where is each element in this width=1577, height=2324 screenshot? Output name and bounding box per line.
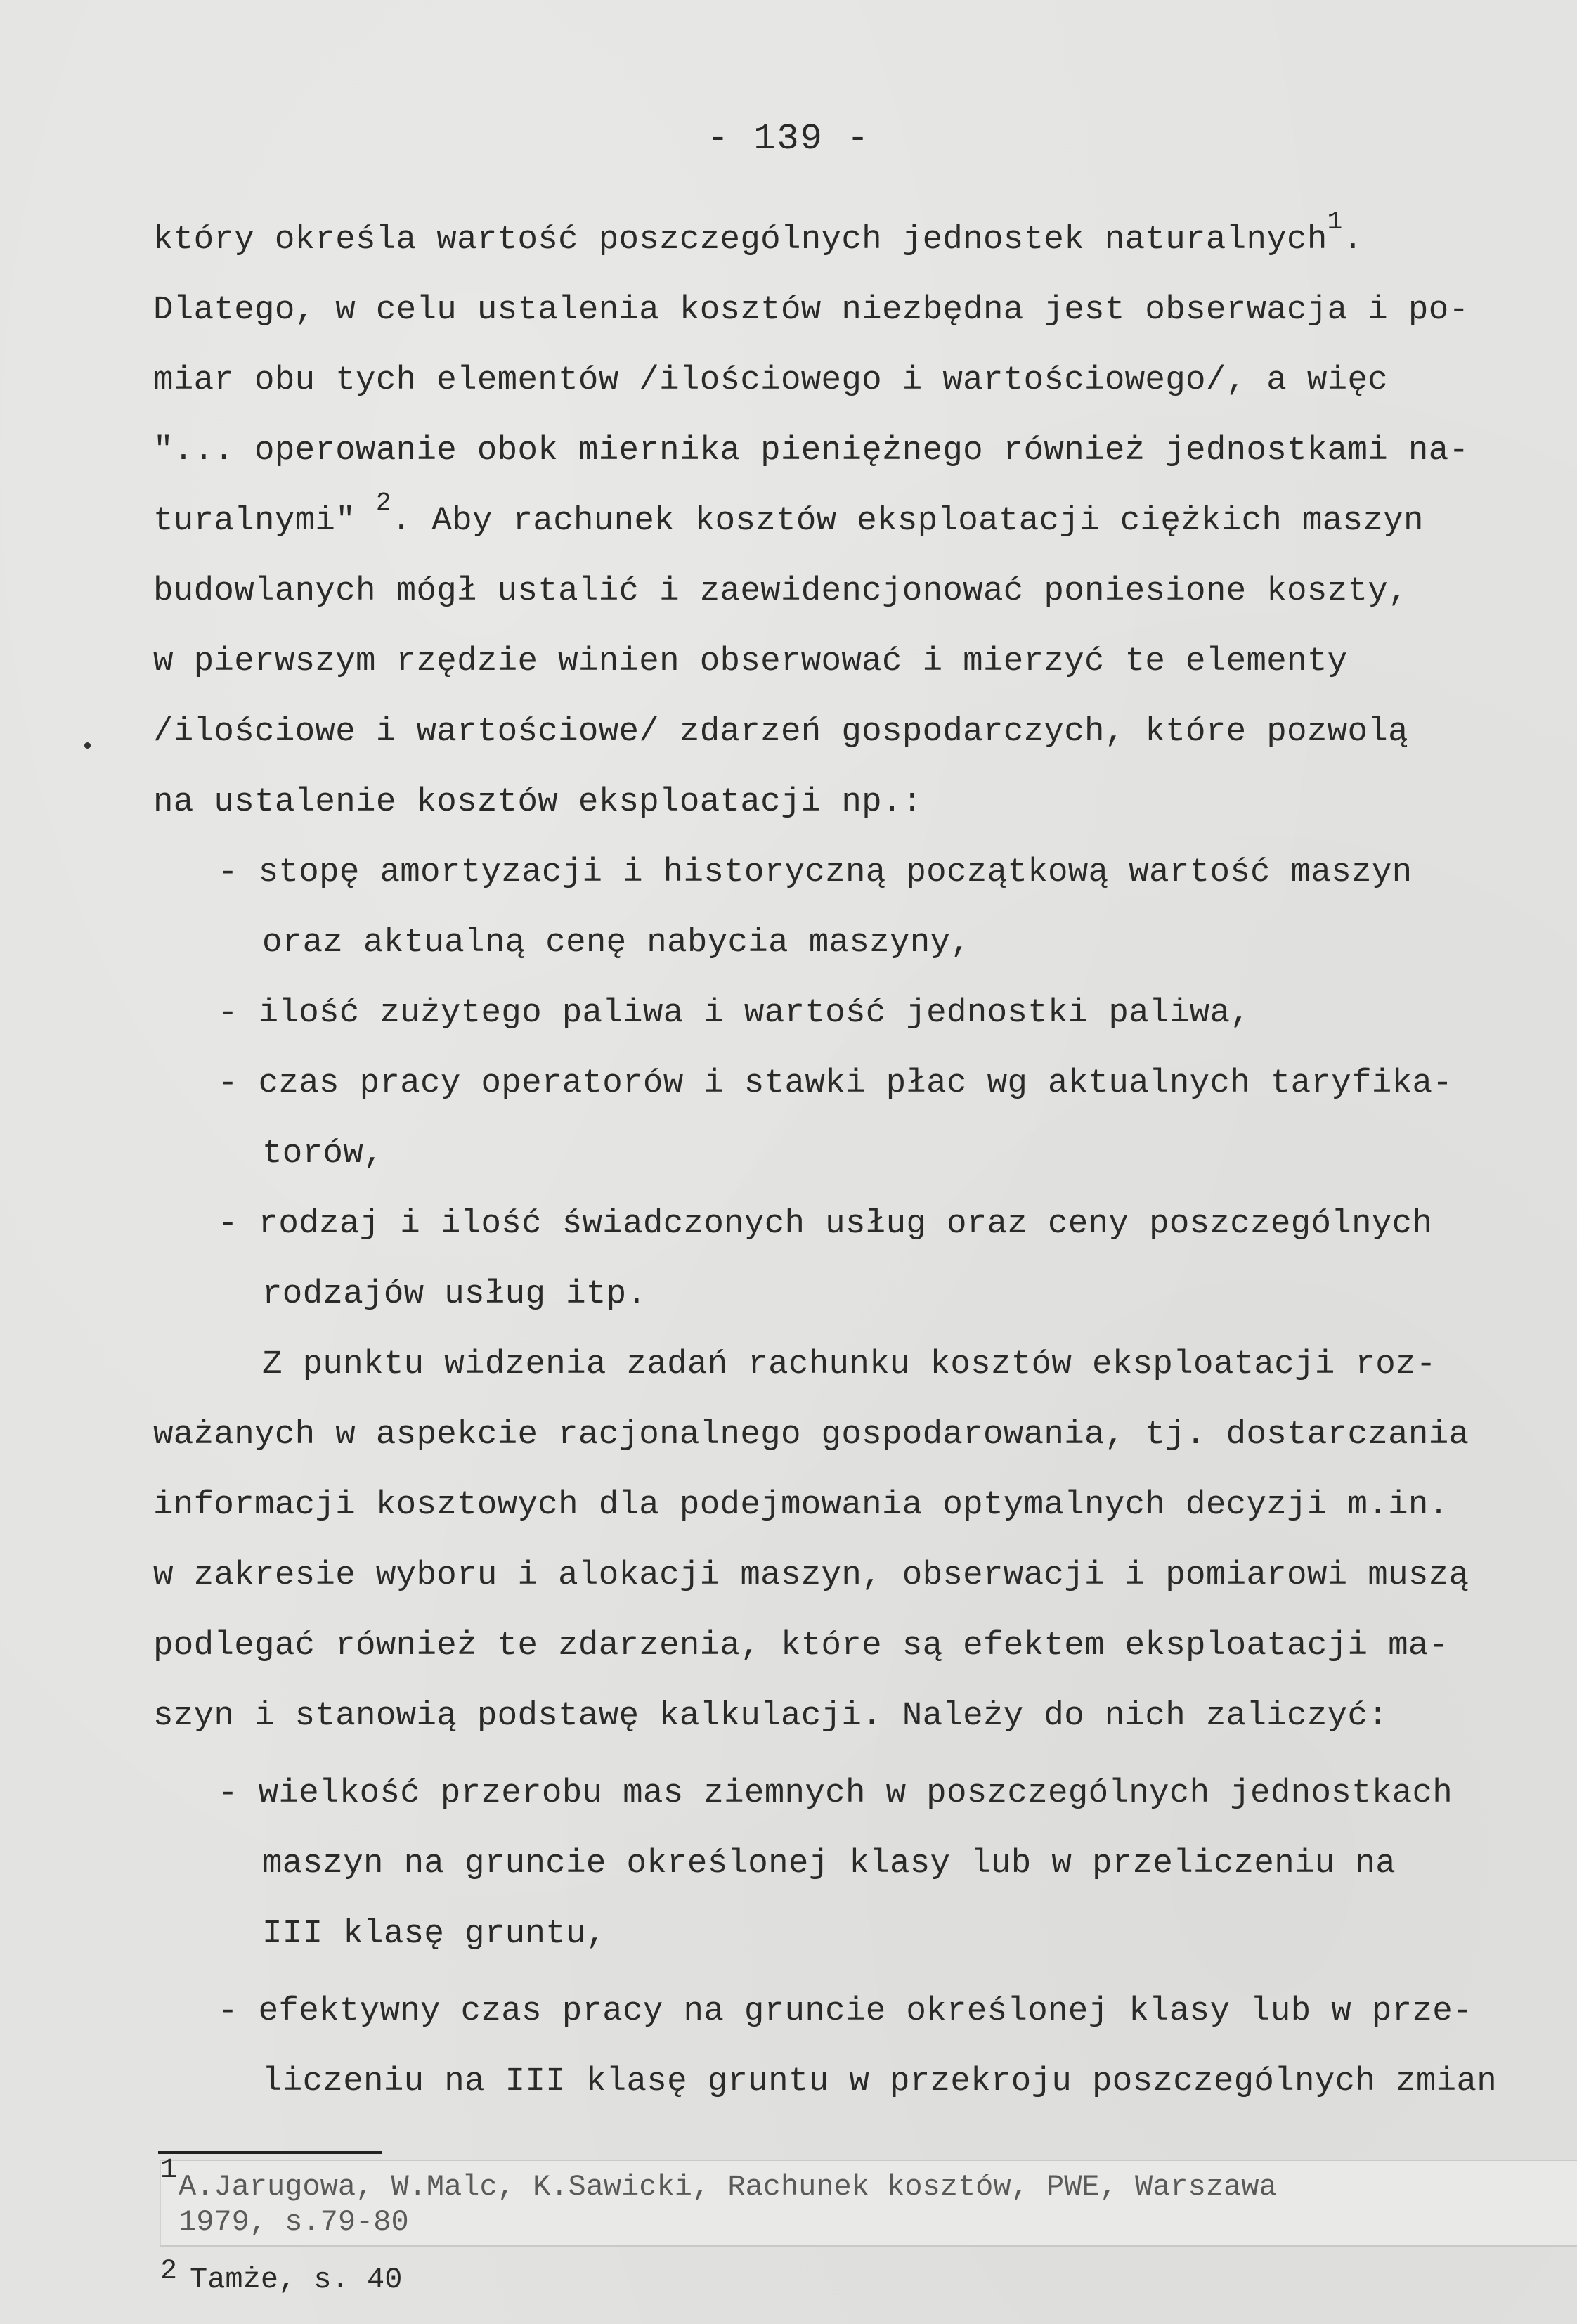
- list-item: - ilość zużytego paliwa i wartość jednostki paliwa,: [218, 994, 1251, 1032]
- list-item: - wielkość przerobu mas ziemnych w poszczególnych jednostkach: [218, 1774, 1453, 1812]
- body-line: który określa wartość poszczególnych jednostek naturalnych$^1$.: [153, 207, 1363, 259]
- body-line: informacji kosztowych dla podejmowania optymalnych decyzji m.in.: [153, 1486, 1449, 1524]
- list-item-continuation: liczeniu na III klasę gruntu w przekroju poszczególnych zmian: [262, 2062, 1498, 2100]
- bullet-dash: -: [218, 853, 238, 891]
- body-line: Z punktu widzenia zadań rachunku kosztów eksploatacji roz-: [262, 1345, 1436, 1383]
- stray-mark: [84, 742, 91, 749]
- footnote-ref: 2: [375, 489, 391, 517]
- list-item-continuation: torów,: [262, 1135, 384, 1173]
- footnote-number: 1: [160, 2155, 178, 2186]
- page-number: - 139 -: [706, 118, 871, 160]
- footnote-number: 2: [160, 2256, 178, 2287]
- body-line: budowlanych mógł ustalić i zaewidencjonować poniesione koszty,: [153, 572, 1408, 610]
- body-line: /ilościowe i wartościowe/ zdarzeń gospodarczych, które pozwolą: [153, 713, 1408, 751]
- list-item: - efektywny czas pracy na gruncie określonej klasy lub w prze-: [218, 1992, 1473, 2030]
- body-line: miar obu tych elementów /ilościowego i wartościowego/, a więc: [153, 361, 1389, 399]
- list-item: - rodzaj i ilość świadczonych usług oraz ceny poszczególnych: [218, 1205, 1433, 1243]
- body-line: podlegać również te zdarzenia, które są efektem eksploatacji ma-: [153, 1627, 1449, 1665]
- footnote-text: Tamże, s. 40: [190, 2263, 403, 2297]
- body-line: turalnymi" $^2$. Aby rachunek kosztów eksploatacji ciężkich maszyn: [153, 489, 1424, 540]
- footnote-ref: 1: [1327, 207, 1343, 236]
- footnote-separator: [158, 2151, 382, 2154]
- bullet-dash: -: [218, 1992, 238, 2030]
- bullet-dash: -: [218, 994, 238, 1032]
- footnote-text: A.Jarugowa, W.Malc, K.Sawicki, Rachunek kosztów, PWE, Warszawa: [179, 2170, 1277, 2204]
- list-item: - stopę amortyzacji i historyczną początkową wartość maszyn: [218, 853, 1413, 891]
- bullet-dash: -: [218, 1064, 238, 1102]
- list-item-continuation: rodzajów usług itp.: [262, 1275, 647, 1313]
- body-line: Dlatego, w celu ustalenia kosztów niezbędna jest obserwacja i po-: [153, 291, 1469, 329]
- body-line: w zakresie wyboru i alokacji maszyn, obserwacji i pomiarowi muszą: [153, 1556, 1469, 1594]
- bullet-dash: -: [218, 1774, 238, 1812]
- list-item-continuation: maszyn na gruncie określonej klasy lub w przeliczeniu na: [262, 1845, 1396, 1883]
- body-line: szyn i stanowią podstawę kalkulacji. Należy do nich zaliczyć:: [153, 1697, 1389, 1735]
- body-line: na ustalenie kosztów eksploatacji np.:: [153, 783, 923, 821]
- list-item: - czas pracy operatorów i stawki płac wg aktualnych taryfika-: [218, 1064, 1453, 1102]
- body-line: "... operowanie obok miernika pieniężnego również jednostkami na-: [153, 432, 1469, 470]
- list-item-continuation: oraz aktualną cenę nabycia maszyny,: [262, 924, 971, 962]
- body-line: ważanych w aspekcie racjonalnego gospodarowania, tj. dostarczania: [153, 1416, 1469, 1454]
- bullet-dash: -: [218, 1205, 238, 1243]
- list-item-continuation: III klasę gruntu,: [262, 1915, 606, 1953]
- footnote-text: 1979, s.79-80: [179, 2205, 409, 2239]
- body-line: w pierwszym rzędzie winien obserwować i mierzyć te elementy: [153, 643, 1348, 680]
